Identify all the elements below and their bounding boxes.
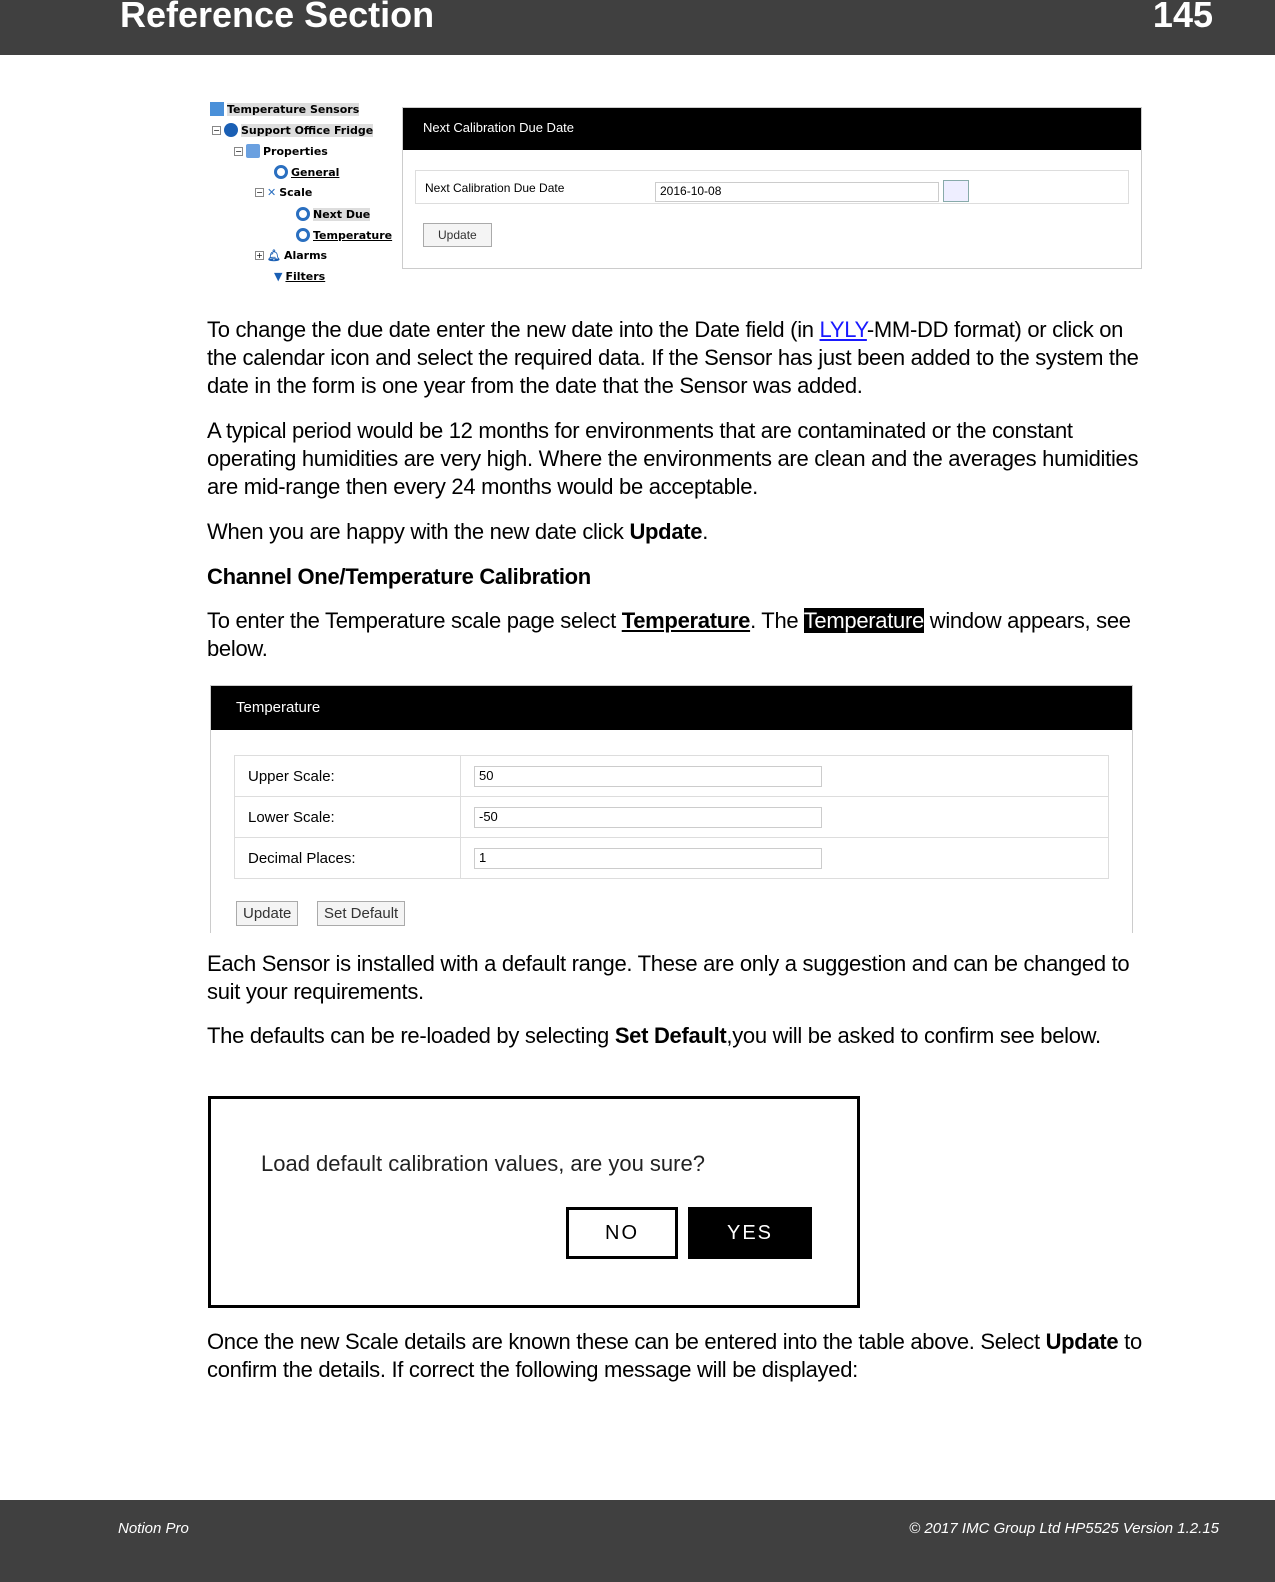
paragraph: A typical period would be 12 months for environments that are contaminated or the constant operating humidities are very high. Where the environments are clean and the averages humidities are mid-range then every 24 months would be acceptable.: [207, 418, 1139, 499]
paragraph: The defaults can be re-loaded by selecting Set Default,you will be asked to confirm see below.: [207, 1023, 1101, 1048]
grid-icon: [210, 102, 224, 116]
page-header: [0, 0, 1275, 55]
update-button[interactable]: Update: [236, 901, 298, 926]
section-heading: Channel One/Temperature Calibration: [207, 564, 591, 589]
tree-item-alarms[interactable]: Alarms: [283, 249, 328, 262]
scale-table: [234, 755, 1109, 879]
table-row: Lower Scale: -50: [235, 797, 1109, 838]
paragraph: To enter the Temperature scale page select Temperature. The Temperature window appears, see below.: [207, 608, 1131, 661]
filter-icon: ▼: [274, 270, 283, 283]
table-row: Upper Scale: 50: [235, 756, 1109, 797]
tree-item-properties[interactable]: Properties: [263, 144, 328, 158]
panel-title: Next Calibration Due Date: [403, 108, 1141, 150]
tree-item-sensor[interactable]: Support Office Fridge: [241, 123, 374, 137]
paragraph: When you are happy with the new date click Update.: [207, 519, 709, 544]
due-date-input[interactable]: 2016-10-08: [655, 182, 939, 202]
tree-item-temperature[interactable]: Temperature: [313, 228, 393, 242]
page-footer: [0, 1500, 1275, 1582]
tree-item-root[interactable]: Temperature Sensors: [227, 102, 360, 116]
section-title: Reference Section: [120, 0, 435, 35]
set-default-button[interactable]: Set Default: [317, 901, 405, 926]
tree-item-general[interactable]: General: [291, 165, 340, 179]
due-date-label: Next Calibration Due Date: [425, 181, 565, 195]
collapse-icon[interactable]: −: [235, 146, 242, 156]
dialog-question: Load default calibration values, are you sure?: [261, 1151, 705, 1176]
tree-item-filters[interactable]: Filters: [285, 270, 326, 283]
circle-icon: [296, 228, 310, 242]
page-number: 145: [1152, 0, 1213, 35]
collapse-icon[interactable]: −: [213, 125, 220, 135]
expand-icon[interactable]: +: [256, 251, 263, 260]
calibration-panel: [402, 107, 1142, 269]
tree-item-scale[interactable]: Scale: [279, 186, 313, 199]
confirm-dialog: [208, 1096, 860, 1308]
update-button[interactable]: Update: [423, 223, 492, 247]
paragraph: Once the new Scale details are known these can be entered into the table above. Select Update to confirm the details. If correct the following message will be displayed:: [207, 1329, 1142, 1382]
scale-icon: ✕: [267, 186, 277, 199]
circle-icon: [274, 165, 288, 179]
bell-icon: 🔔︎: [267, 249, 281, 262]
tree-item-next-due[interactable]: Next Due: [313, 207, 371, 221]
collapse-icon[interactable]: −: [256, 188, 263, 197]
no-button[interactable]: NO: [566, 1207, 678, 1259]
paragraph: To change the due date enter the new date into the Date field (in LYLY-MM-DD format) or click on the calendar icon and select the required data. If the Sensor has just been added to the system the date in the form is one year from the date that the Sensor was added.: [207, 317, 1139, 398]
decimal-places-input[interactable]: 1: [474, 848, 822, 869]
format-link[interactable]: LYLY: [819, 317, 867, 342]
sensor-icon: [224, 123, 238, 137]
copyright: © 2017 IMC Group Ltd HP5525 Version 1.2.15: [909, 1520, 1219, 1537]
document-icon: [246, 144, 260, 158]
circle-icon: [296, 207, 310, 221]
lower-scale-input[interactable]: -50: [474, 807, 822, 828]
paragraph: Each Sensor is installed with a default range. These are only a suggestion and can be changed to suit your requirements.: [207, 951, 1130, 1004]
table-row: Decimal Places: 1: [235, 838, 1109, 879]
product-name: Notion Pro: [118, 1520, 189, 1537]
yes-button[interactable]: YES: [688, 1207, 812, 1259]
panel-title: Temperature: [211, 686, 1132, 730]
calendar-icon[interactable]: [943, 180, 969, 202]
upper-scale-input[interactable]: 50: [474, 766, 822, 787]
